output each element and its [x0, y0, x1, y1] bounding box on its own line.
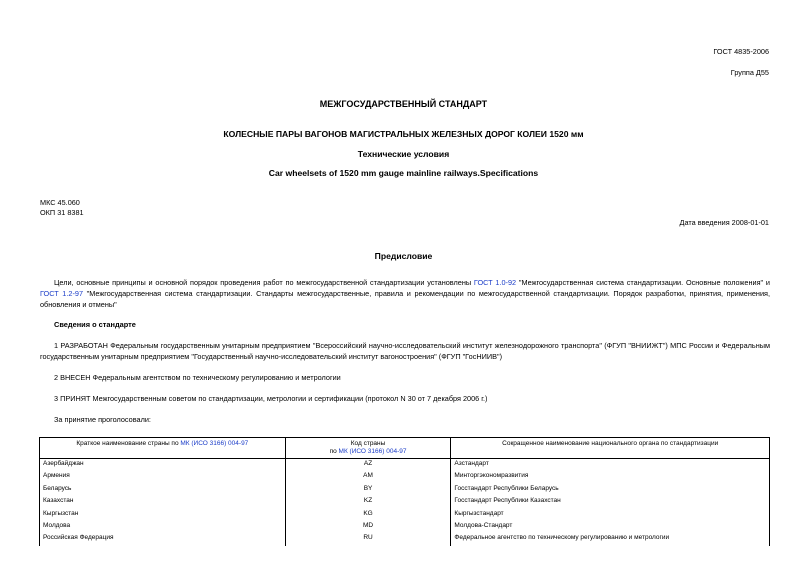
table-row	[40, 484, 770, 496]
country-cell: Азербайджан	[40, 459, 286, 472]
standard-info-heading: Сведения о стандарте	[54, 320, 136, 329]
standard-type: МЕЖГОСУДАРСТВЕННЫЙ СТАНДАРТ	[319, 99, 488, 109]
intro-date: Дата введения 2008-01-01	[679, 218, 769, 227]
doc-number: ГОСТ 4835-2006	[713, 47, 769, 56]
code-cell: RU	[285, 533, 451, 545]
table-row	[40, 471, 770, 483]
introduced-by-paragraph: 2 ВНЕСЕН Федеральным агентством по техническому регулированию и метрологии	[54, 373, 341, 382]
body-cell: Азстандарт	[451, 459, 770, 472]
table-row	[40, 521, 770, 533]
body-cell: Молдова-Стандарт	[451, 521, 770, 533]
standard-title-ru: КОЛЕСНЫЕ ПАРЫ ВАГОНОВ МАГИСТРАЛЬНЫХ ЖЕЛЕЗНЫХ ДОРОГ КОЛЕИ 1520 мм	[223, 129, 584, 139]
country-cell: Армения	[40, 471, 286, 483]
foreword-heading: Предисловие	[374, 251, 433, 261]
country-cell: Российская Федерация	[40, 533, 286, 545]
okp-code: ОКП 31 8381	[40, 208, 84, 217]
body-cell: Кыргызстандарт	[451, 509, 770, 521]
mk-iso-3166-link[interactable]: МК (ИСО 3166) 004-97	[180, 440, 249, 447]
code-cell: AM	[285, 471, 451, 483]
mk-iso-3166-link[interactable]: МК (ИСО 3166) 004-97	[338, 448, 407, 456]
code-cell: BY	[285, 484, 451, 496]
code-cell: MD	[285, 521, 451, 533]
body-cell: Минторгэкономразвития	[451, 471, 770, 483]
table-header-row	[40, 438, 770, 459]
body-cell: Федеральное агентство по техническому регулированию и метрологии	[451, 533, 770, 545]
code-cell: KZ	[285, 496, 451, 508]
country-cell: Молдова	[40, 521, 286, 533]
standard-title-en: Car wheelsets of 1520 mm gauge mainline railways.Specifications	[268, 168, 539, 178]
country-cell: Беларусь	[40, 484, 286, 496]
doc-group: Группа Д55	[730, 68, 769, 77]
table-row	[40, 459, 770, 472]
standard-subtitle: Технические условия	[357, 149, 450, 159]
country-cell: Казахстан	[40, 496, 286, 508]
column-header-country: Краткое наименование страны по МК (ИСО 3166) 004-97	[40, 438, 286, 459]
mks-code: МКС 45.060	[40, 198, 80, 207]
code-cell: AZ	[285, 459, 451, 472]
gost-1-0-92-link[interactable]: ГОСТ 1.0-92	[473, 278, 517, 287]
column-header-body: Сокращенное наименование национального органа по стандартизации	[451, 438, 770, 459]
body-cell: Госстандарт Республики Беларусь	[451, 484, 770, 496]
country-cell: Кыргызстан	[40, 509, 286, 521]
table-row	[40, 496, 770, 508]
voted-for-label: За принятие проголосовали:	[54, 415, 151, 424]
table-row	[40, 509, 770, 521]
foreword-paragraph-1: Цели, основные принципы и основной порядок проведения работ по межгосударственной стандартизации установлены ГОСТ 1.0-92 "Межгосударственная система стандартизации. Основные положения" и ГОСТ 1.2-97 "Межгосударственная система стандартизации. Стандарты межгосударственные, правила и рекомендации по межгосударственной стандартизации. Порядок разработки, принятия, применения, обновления и отмены"	[40, 278, 771, 309]
table-row	[40, 533, 770, 545]
body-cell: Госстандарт Республики Казахстан	[451, 496, 770, 508]
developed-by-paragraph: 1 РАЗРАБОТАН Федеральным государственным унитарным предприятием "Всероссийский научно-исследовательский институт железнодорожного транспорта" (ФГУП "ВНИИЖТ") МПС России и Федеральным государственным унитарным предприятием "Государственный научно-исследовательский институт вагоностроения" (ФГУП "ГосНИИВ")	[40, 341, 770, 361]
voting-countries-table	[39, 437, 770, 546]
gost-1-2-97-link[interactable]: ГОСТ 1.2-97	[40, 288, 84, 298]
adopted-by-paragraph: 3 ПРИНЯТ Межгосударственным советом по стандартизации, метрологии и сертификации (протокол N 30 от 7 декабря 2006 г.)	[54, 394, 488, 403]
column-header-code: Код страны по МК (ИСО 3166) 004-97	[285, 438, 451, 459]
code-cell: KG	[285, 509, 451, 521]
